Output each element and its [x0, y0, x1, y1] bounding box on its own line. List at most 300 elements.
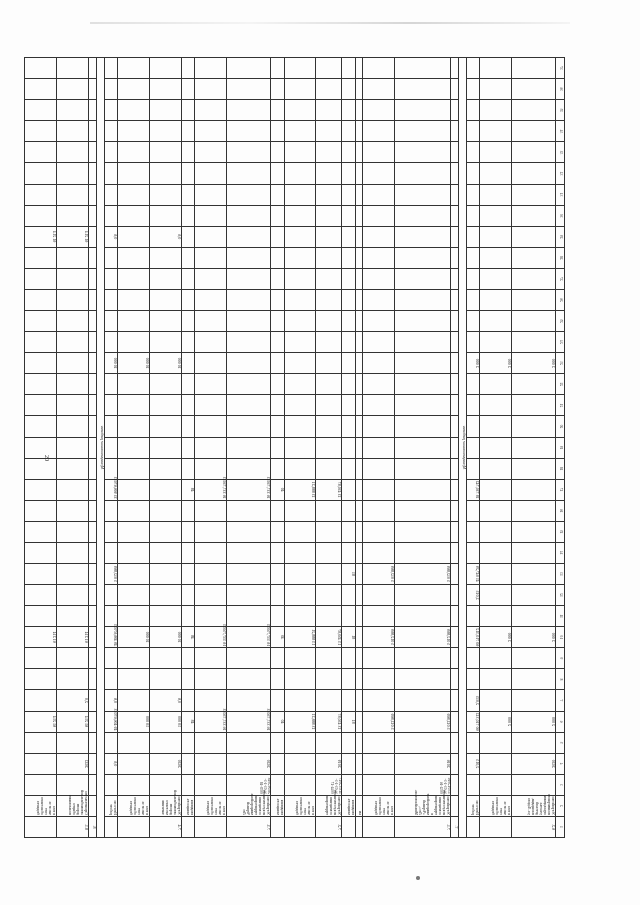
- empty-cell: [181, 205, 195, 226]
- cell-v7: [284, 353, 316, 374]
- cell-v2: [88, 690, 96, 711]
- empty-cell: [284, 100, 316, 121]
- empty-cell: [394, 121, 450, 142]
- empty-cell: [512, 374, 556, 395]
- empty-cell: [181, 247, 195, 268]
- empty-cell: [25, 268, 57, 289]
- table-row: [118, 58, 150, 838]
- empty-cell: [195, 247, 227, 268]
- cell-v8: 0,6: [150, 226, 182, 247]
- empty-cell: [480, 374, 512, 395]
- cell-v6: [394, 479, 450, 500]
- cell-v3: [450, 627, 458, 648]
- empty-cell: [88, 732, 96, 753]
- cell-v2: [118, 690, 150, 711]
- empty-cell: [450, 163, 458, 184]
- column-header: 26: [556, 289, 565, 310]
- cell-v5: [195, 563, 227, 584]
- empty-cell: [394, 289, 450, 310]
- empty-cell: [195, 121, 227, 142]
- empty-cell: [195, 437, 227, 458]
- cell-v4: [227, 585, 271, 606]
- empty-cell: [25, 542, 57, 563]
- empty-cell: [195, 100, 227, 121]
- empty-cell: [104, 289, 118, 310]
- section-title: Муниципальные работы: [96, 58, 104, 838]
- column-header: 22: [556, 374, 565, 395]
- empty-cell: [466, 521, 480, 542]
- column-header: 21: [556, 395, 565, 416]
- empty-cell: [316, 163, 342, 184]
- empty-cell: [118, 184, 150, 205]
- empty-cell: [118, 437, 150, 458]
- empty-cell: [480, 142, 512, 163]
- empty-cell: [341, 163, 355, 184]
- cell-v2: [284, 690, 316, 711]
- empty-cell: [341, 521, 355, 542]
- empty-cell: [480, 416, 512, 437]
- empty-cell: [150, 374, 182, 395]
- empty-cell: [118, 268, 150, 289]
- table-row: [355, 58, 363, 838]
- empty-cell: [341, 58, 355, 79]
- empty-cell: [394, 247, 450, 268]
- cell-v1: 48: [181, 711, 195, 732]
- empty-cell: [181, 416, 195, 437]
- empty-cell: [284, 542, 316, 563]
- empty-cell: [195, 163, 227, 184]
- cell-v1: 61 214: [25, 711, 57, 732]
- page-number: 20: [43, 455, 49, 461]
- cell-v1: 2 000: [480, 711, 512, 732]
- empty-cell: [270, 458, 284, 479]
- empty-cell: [341, 184, 355, 205]
- cell-code: 11.03.2017 № 03-1-3-0044-17: [316, 774, 342, 795]
- empty-cell: [150, 163, 182, 184]
- cell-v5: [316, 563, 342, 584]
- empty-cell: [56, 606, 88, 627]
- cell-name: Устройство автомобильной дороги местного значения: [150, 795, 182, 816]
- empty-cell: [25, 184, 57, 205]
- empty-cell: [118, 163, 150, 184]
- empty-cell: [150, 142, 182, 163]
- empty-cell: [88, 437, 96, 458]
- empty-cell: [363, 395, 395, 416]
- column-header: 16: [556, 500, 565, 521]
- empty-cell: [341, 247, 355, 268]
- column-header: 30: [556, 205, 565, 226]
- cell-no: [25, 816, 57, 837]
- empty-cell: [270, 542, 284, 563]
- empty-cell: [341, 542, 355, 563]
- empty-cell: [88, 606, 96, 627]
- cell-name: в том числе за счет областного бюджета: [363, 795, 395, 816]
- table-row: [150, 58, 182, 838]
- column-header: 2: [556, 795, 565, 816]
- cell-v6: 13 888,21: [284, 479, 316, 500]
- empty-cell: [104, 58, 118, 79]
- empty-cell: [316, 606, 342, 627]
- column-header: 34: [556, 121, 565, 142]
- cell-v6: 18 730,742: [466, 479, 480, 500]
- empty-cell: [341, 416, 355, 437]
- cell-name: [450, 795, 458, 816]
- cell-no: [195, 816, 227, 837]
- cell-name: Устройство искусственного освещения территории микрорайона Черный Лес: [227, 795, 271, 816]
- cell-name: в том числе за счет областного бюджета: [195, 795, 227, 816]
- empty-cell: [355, 247, 363, 268]
- empty-cell: [394, 205, 450, 226]
- cell-v8: [270, 226, 284, 247]
- empty-cell: [118, 247, 150, 268]
- empty-cell: [195, 374, 227, 395]
- empty-cell: [118, 669, 150, 690]
- empty-cell: [341, 606, 355, 627]
- empty-cell: [450, 542, 458, 563]
- empty-cell: [25, 100, 57, 121]
- cell-v8: [227, 226, 271, 247]
- empty-cell: [227, 100, 271, 121]
- empty-cell: [227, 437, 271, 458]
- cell-v8: 61 214: [56, 226, 88, 247]
- column-header: 13: [556, 563, 565, 584]
- empty-cell: [270, 606, 284, 627]
- cell-year: [363, 753, 395, 774]
- cell-v3: 10 000: [118, 627, 150, 648]
- empty-cell: [466, 669, 480, 690]
- empty-cell: [480, 184, 512, 205]
- empty-cell: [363, 311, 395, 332]
- empty-cell: [195, 79, 227, 100]
- empty-cell: [363, 332, 395, 353]
- cell-v4: [56, 585, 88, 606]
- empty-cell: [181, 184, 195, 205]
- cell-v7: 10 000: [104, 353, 118, 374]
- cell-v5: [227, 563, 271, 584]
- empty-cell: [480, 163, 512, 184]
- cell-v4: [355, 585, 363, 606]
- cell-v2: [512, 690, 556, 711]
- empty-cell: [316, 311, 342, 332]
- empty-cell: [104, 121, 118, 142]
- empty-cell: [355, 500, 363, 521]
- empty-cell: [466, 606, 480, 627]
- empty-cell: [195, 648, 227, 669]
- empty-cell: [104, 205, 118, 226]
- column-header: 7: [556, 690, 565, 711]
- cell-v4: [195, 585, 227, 606]
- empty-cell: [56, 163, 88, 184]
- cell-v1: 16 337,75053: [195, 711, 227, 732]
- cell-code: [341, 774, 355, 795]
- cell-v4: [450, 585, 458, 606]
- empty-cell: [363, 648, 395, 669]
- empty-cell: [394, 268, 450, 289]
- empty-cell: [480, 100, 512, 121]
- cell-year: 2016: [394, 753, 450, 774]
- cell-v1: 10 000: [118, 711, 150, 732]
- cell-v2: [181, 690, 195, 711]
- empty-cell: [284, 669, 316, 690]
- column-header: 31: [556, 184, 565, 205]
- empty-cell: [341, 437, 355, 458]
- empty-cell: [394, 648, 450, 669]
- cell-v3: 61 214: [25, 627, 57, 648]
- table-row: [88, 58, 96, 838]
- empty-cell: [450, 289, 458, 310]
- table-row: [341, 58, 355, 838]
- cell-no: [104, 816, 118, 837]
- empty-cell: [104, 142, 118, 163]
- empty-cell: [512, 205, 556, 226]
- cell-no: [270, 816, 284, 837]
- cell-v3: 13 450,87: [316, 627, 342, 648]
- cell-v8: [394, 226, 450, 247]
- cell-v2: [363, 690, 395, 711]
- empty-cell: [480, 606, 512, 627]
- column-header: 14: [556, 542, 565, 563]
- empty-cell: [181, 669, 195, 690]
- empty-cell: [270, 332, 284, 353]
- empty-cell: [56, 521, 88, 542]
- empty-cell: [227, 732, 271, 753]
- empty-cell: [466, 311, 480, 332]
- cell-v5: [480, 563, 512, 584]
- empty-cell: [363, 58, 395, 79]
- empty-cell: [480, 332, 512, 353]
- column-header: 33: [556, 142, 565, 163]
- empty-cell: [56, 184, 88, 205]
- empty-cell: [181, 268, 195, 289]
- cell-v5: [355, 563, 363, 584]
- empty-cell: [284, 58, 316, 79]
- cell-code: [270, 774, 284, 795]
- empty-cell: [181, 437, 195, 458]
- empty-cell: [355, 142, 363, 163]
- empty-cell: [88, 458, 96, 479]
- empty-cell: [450, 669, 458, 690]
- empty-cell: [181, 121, 195, 142]
- cell-v1: [88, 711, 96, 732]
- empty-cell: [355, 268, 363, 289]
- cell-v6: 35 906,67053: [104, 479, 118, 500]
- cell-v5: [150, 563, 182, 584]
- empty-cell: [316, 79, 342, 100]
- empty-cell: [363, 247, 395, 268]
- empty-cell: [150, 395, 182, 416]
- cell-v1: 5 012,869: [394, 711, 450, 732]
- empty-cell: [284, 289, 316, 310]
- cell-no: 7.2.: [316, 816, 342, 837]
- cell-year: [88, 753, 96, 774]
- cell-v2: [394, 690, 450, 711]
- cell-v3: 40: [270, 627, 284, 648]
- empty-cell: [480, 121, 512, 142]
- empty-cell: [394, 142, 450, 163]
- empty-cell: [104, 395, 118, 416]
- cell-v4: [25, 585, 57, 606]
- empty-cell: [363, 500, 395, 521]
- cell-name: в том числе за счет областного бюджета: [284, 795, 316, 816]
- cell-v4: [118, 585, 150, 606]
- cell-v4: [394, 585, 450, 606]
- empty-cell: [150, 500, 182, 521]
- empty-cell: [450, 332, 458, 353]
- cell-v3: 10 000: [150, 627, 182, 648]
- empty-cell: [284, 142, 316, 163]
- empty-cell: [270, 311, 284, 332]
- column-header: 18: [556, 458, 565, 479]
- empty-cell: [25, 669, 57, 690]
- empty-cell: [355, 205, 363, 226]
- cell-name: вводимая мощность: [270, 795, 284, 816]
- empty-cell: [394, 163, 450, 184]
- empty-cell: [56, 732, 88, 753]
- empty-cell: [341, 142, 355, 163]
- empty-cell: [512, 395, 556, 416]
- column-header: 25: [556, 311, 565, 332]
- empty-cell: [88, 332, 96, 353]
- empty-cell: [355, 163, 363, 184]
- section-title: Муниципальные работы: [458, 58, 466, 838]
- empty-cell: [104, 311, 118, 332]
- empty-cell: [118, 521, 150, 542]
- cell-year: [480, 753, 512, 774]
- empty-cell: [284, 311, 316, 332]
- cell-year: [355, 753, 363, 774]
- empty-cell: [56, 100, 88, 121]
- empty-cell: [118, 121, 150, 142]
- empty-cell: [512, 458, 556, 479]
- empty-cell: [150, 268, 182, 289]
- empty-cell: [394, 669, 450, 690]
- empty-cell: [181, 606, 195, 627]
- empty-cell: [88, 669, 96, 690]
- column-header: 24: [556, 332, 565, 353]
- empty-cell: [284, 416, 316, 437]
- cell-v7: [394, 353, 450, 374]
- empty-cell: [56, 332, 88, 353]
- empty-cell: [181, 521, 195, 542]
- empty-cell: [118, 374, 150, 395]
- cell-year: 2020: [227, 753, 271, 774]
- empty-cell: [118, 458, 150, 479]
- empty-cell: [227, 374, 271, 395]
- empty-cell: [466, 163, 480, 184]
- empty-cell: [227, 121, 271, 142]
- empty-cell: [466, 205, 480, 226]
- cell-code: [450, 774, 458, 795]
- empty-cell: [227, 542, 271, 563]
- column-header: 8: [556, 669, 565, 690]
- empty-cell: [104, 648, 118, 669]
- cell-year: [195, 753, 227, 774]
- empty-cell: [284, 648, 316, 669]
- empty-cell: [88, 58, 96, 79]
- empty-cell: [270, 205, 284, 226]
- cell-v3: 2 000: [480, 627, 512, 648]
- empty-cell: [355, 437, 363, 458]
- empty-cell: [227, 163, 271, 184]
- empty-cell: [355, 100, 363, 121]
- cell-v2: [227, 690, 271, 711]
- cell-no: [355, 816, 363, 837]
- empty-cell: [363, 374, 395, 395]
- cell-v2: [355, 690, 363, 711]
- empty-cell: [450, 311, 458, 332]
- empty-cell: [512, 163, 556, 184]
- cell-code: [104, 774, 118, 795]
- cell-no: 7.: [450, 816, 458, 837]
- empty-cell: [512, 332, 556, 353]
- cell-v3: 16 337,75053: [195, 627, 227, 648]
- cell-v1: 61 214: [56, 711, 88, 732]
- empty-cell: [341, 100, 355, 121]
- empty-cell: [512, 142, 556, 163]
- cell-v7: [341, 353, 355, 374]
- empty-cell: [363, 437, 395, 458]
- column-header: 20: [556, 416, 565, 437]
- empty-cell: [316, 542, 342, 563]
- empty-cell: [104, 163, 118, 184]
- empty-cell: [88, 247, 96, 268]
- empty-cell: [450, 205, 458, 226]
- empty-cell: [284, 79, 316, 100]
- empty-cell: [227, 142, 271, 163]
- empty-cell: [341, 289, 355, 310]
- cell-v8: 0,6: [104, 226, 118, 247]
- cell-year: [118, 753, 150, 774]
- empty-cell: [466, 268, 480, 289]
- empty-cell: [466, 732, 480, 753]
- cell-no: [480, 816, 512, 837]
- empty-cell: [56, 374, 88, 395]
- empty-cell: [181, 648, 195, 669]
- cell-no: [341, 816, 355, 837]
- cell-v7: 2 000: [480, 353, 512, 374]
- empty-cell: [181, 395, 195, 416]
- empty-cell: [450, 732, 458, 753]
- empty-cell: [284, 205, 316, 226]
- empty-cell: [227, 458, 271, 479]
- empty-cell: [104, 500, 118, 521]
- empty-cell: [104, 100, 118, 121]
- empty-cell: [512, 121, 556, 142]
- empty-cell: [512, 732, 556, 753]
- empty-cell: [25, 311, 57, 332]
- table-row: [104, 58, 118, 838]
- column-number-row: [556, 58, 565, 838]
- cell-code: [480, 774, 512, 795]
- cell-v4: [150, 585, 182, 606]
- empty-cell: [341, 395, 355, 416]
- empty-cell: [480, 289, 512, 310]
- cell-v7: [181, 353, 195, 374]
- cell-v3: [355, 627, 363, 648]
- empty-cell: [284, 374, 316, 395]
- empty-cell: [450, 606, 458, 627]
- column-header: 9: [556, 648, 565, 669]
- empty-cell: [56, 58, 88, 79]
- cell-no: [466, 816, 480, 837]
- empty-cell: [25, 58, 57, 79]
- cell-no: [284, 816, 316, 837]
- cell-v7: 10 000: [118, 353, 150, 374]
- cell-v2: [450, 690, 458, 711]
- cell-v8: [450, 226, 458, 247]
- cell-v4: [363, 585, 395, 606]
- empty-cell: [480, 311, 512, 332]
